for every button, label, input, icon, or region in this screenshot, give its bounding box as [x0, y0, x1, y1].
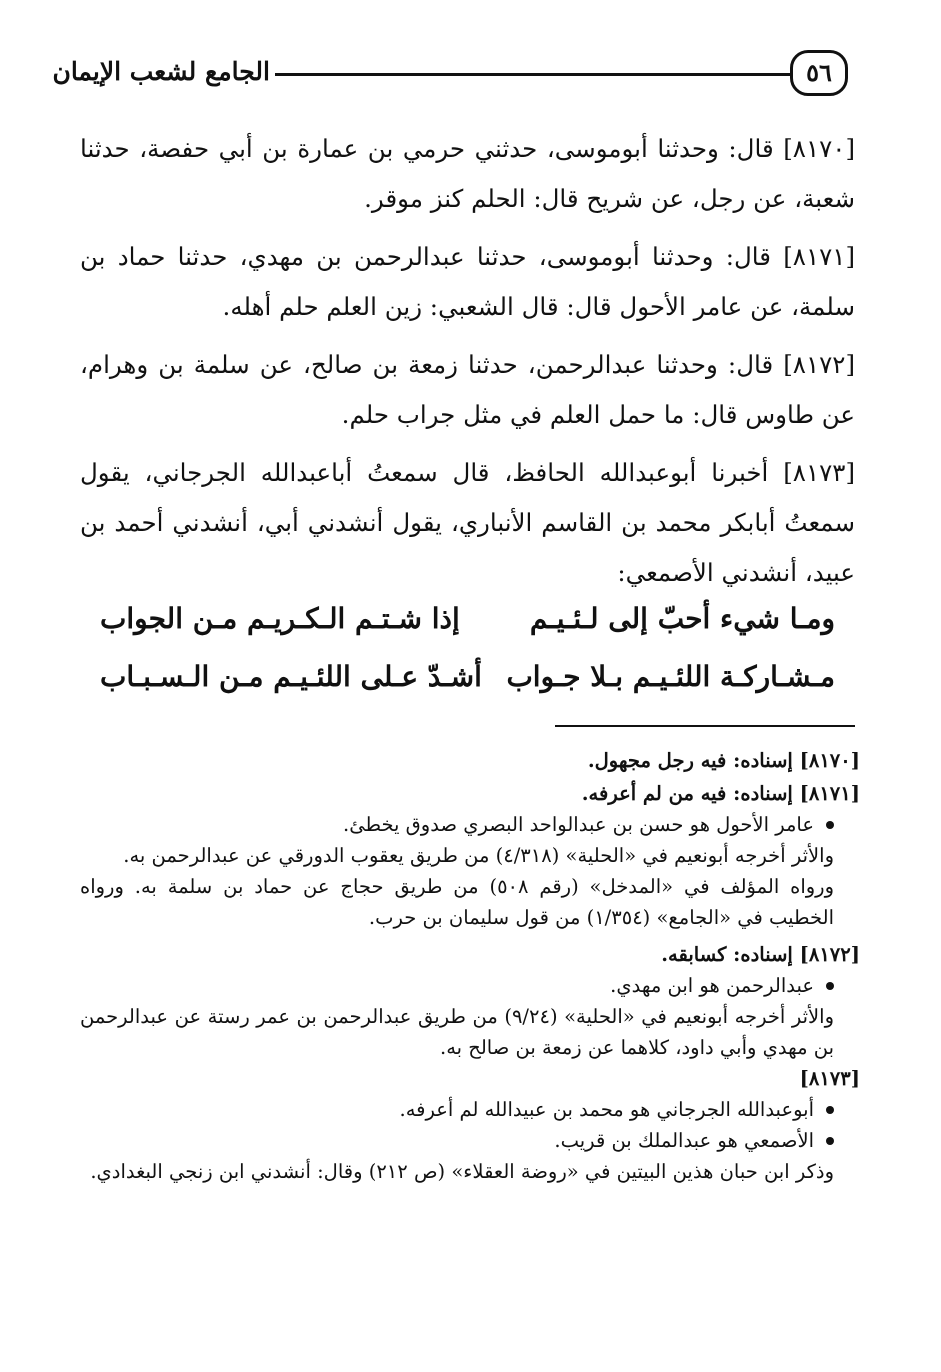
footnote-bullet: أبوعبدالله الجرجاني هو محمد بن عبيدالله لم أعرفه.: [80, 1094, 834, 1125]
footnote-8170-heading: [٨١٧٠] إسناده: فيه رجل مجهول.: [587, 749, 860, 772]
hadith-ref: [٨١٧٣]: [783, 458, 855, 487]
poem-verse-2: [100, 648, 835, 706]
hadith-8172: [80, 340, 855, 440]
verse-first-hemistich: ومـا شيء أحبّ إلى لـئـيـم: [529, 602, 835, 635]
footnote-8172-heading: [٨١٧٢] إسناده: كسابقه.: [661, 943, 860, 966]
hadith-ref: [٨١٧٢]: [783, 350, 855, 379]
hadith-8171: [80, 232, 855, 332]
footnotes: [80, 745, 860, 1187]
verse-second-hemistich: أشـدّ عـلى اللئـيـم مـن الـسـبـاب: [100, 660, 482, 693]
hadith-text: قال: وحدثنا أبوموسى، حدثنا عبدالرحمن بن مهدي، حدثنا حماد بن سلمة، عن عامر الأحول قال: قال الشعبي: زين العلم حلم أهله.: [80, 242, 855, 321]
hadith-ref: [٨١٧١]: [783, 242, 855, 271]
hadith-text: أخبرنا أبوعبدالله الحافظ، قال سمعتُ أباعبدالله الجرجاني، يقول سمعتُ أبابكر محمد بن القاسم الأنباري، يقول أنشدني أبي، أنشدني أحمد بن عبيد، أنشدني الأصمعي:: [80, 458, 855, 587]
footnote-text: والأثر أخرجه أبونعيم في «الحلية» (٩/٢٤) من طريق عبدالرحمن بن عمر رستة عن عبدالرحمن بن مهدي وأبي داود، كلاهما عن زمعة بن صالح به.: [80, 1005, 835, 1059]
hadith-text: قال: وحدثنا عبدالرحمن، حدثنا زمعة بن صالح، عن سلمة بن وهرام، عن طاوس قال: ما حمل العلم في مثل جراب حلم.: [80, 350, 855, 429]
footnote-8171-heading: [٨١٧١] إسناده: فيه من لم أعرفه.: [581, 782, 860, 805]
poem: [100, 590, 835, 706]
footnote-text: ورواه المؤلف في «المدخل» (رقم ٥٠٨) من طريق حجاج عن حماد بن سلمة به. ورواه الخطيب في «الجامع» (١/٣٥٤) من قول سليمان بن حرب.: [80, 875, 834, 929]
verse-second-hemistich: إذا شـتـم الـكـريـم مـن الجواب: [100, 602, 460, 635]
page-number: ٥٦: [806, 58, 832, 87]
hadith-8170: [80, 124, 855, 224]
poem-verse-1: [100, 590, 835, 648]
page-number-box: [790, 50, 848, 96]
footnote-separator: [555, 725, 855, 727]
hadith-8173: [80, 448, 855, 598]
footnote-text: والأثر أخرجه أبونعيم في «الحلية» (٤/٣١٨) من طريق يعقوب الدورقي عن عبدالرحمن به.: [123, 844, 834, 867]
main-text: [80, 124, 855, 606]
running-header-title: الجامع لشعب الإيمان: [52, 57, 270, 86]
verse-first-hemistich: مـشـاركـة اللئـيـم بـلا جـواب: [506, 660, 835, 693]
footnote-bullet: عامر الأحول هو حسن بن عبدالواحد البصري صدوق يخطئ.: [80, 809, 834, 840]
header-rule: [275, 73, 790, 76]
footnote-8173-heading: [٨١٧٣]: [799, 1067, 860, 1090]
footnote-bullet: الأصمعي هو عبدالملك بن قريب.: [80, 1125, 834, 1156]
hadith-ref: [٨١٧٠]: [783, 134, 855, 163]
footnote-text: وذكر ابن حبان هذين البيتين في «روضة العقلاء» (ص ٢١٢) وقال: أنشدني ابن زنجي البغدادي.: [90, 1160, 834, 1183]
hadith-text: قال: وحدثنا أبوموسى، حدثني حرمي بن عمارة بن أبي حفصة، حدثنا شعبة، عن رجل، عن شريح قال: الحلم كنز موقر.: [80, 134, 855, 213]
footnote-bullet: عبدالرحمن هو ابن مهدي.: [80, 970, 834, 1001]
